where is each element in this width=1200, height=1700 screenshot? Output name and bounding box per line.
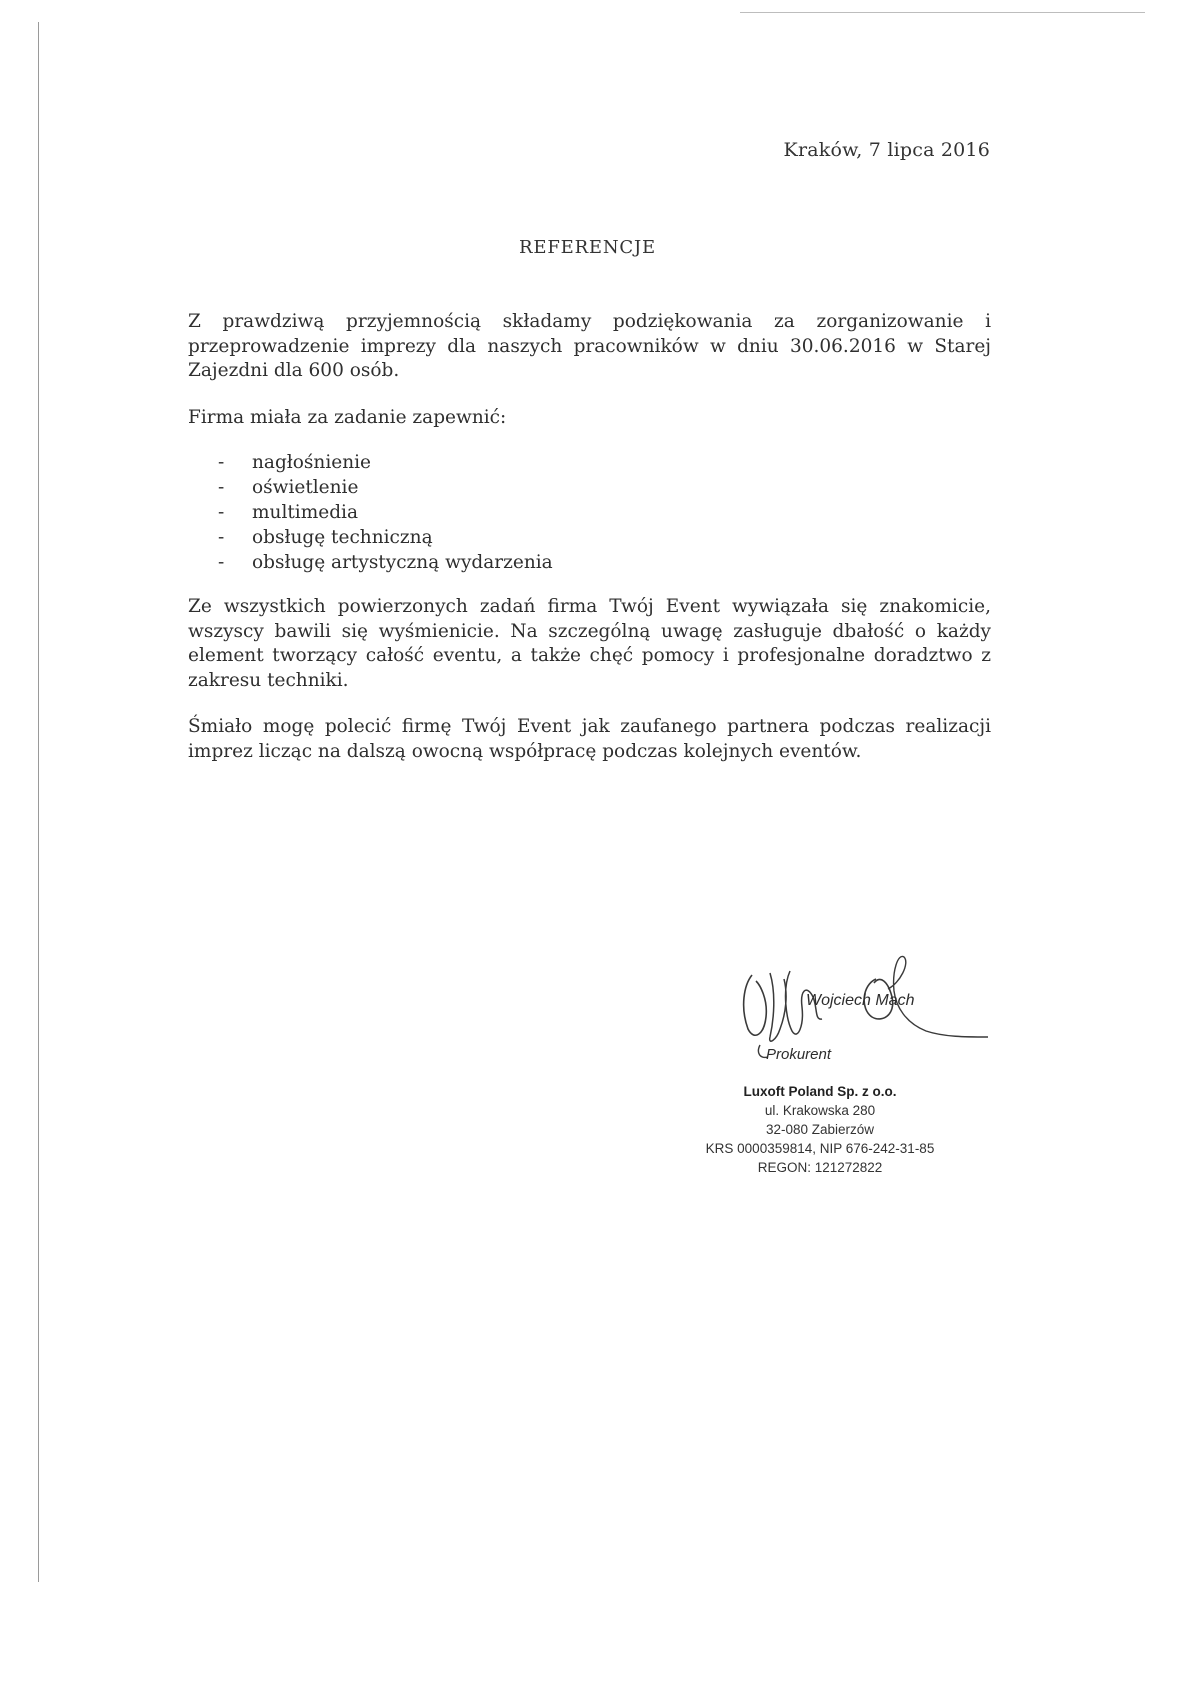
company-krs-nip: KRS 0000359814, NIP 676-242-31-85 [705,1141,935,1156]
company-street: ul. Krakowska 280 [764,1103,876,1118]
paragraph-recommendation: Śmiało mogę polecić firmę Twój Event jak zaufanego partnera podczas realizacji imprez licząc na dalszą owocną współpracę podczas kolejnych eventów. [188,716,991,762]
letter-body [188,310,991,764]
letter-title: REFERENCJE [519,237,656,258]
company-regon: REGON: 121272822 [757,1160,883,1175]
signature-name-stamp: Wojciech Mach [806,992,915,1009]
company-stamp [660,1082,980,1177]
task-list [188,450,991,575]
letter-date: Kraków, 7 lipca 2016 [783,139,990,161]
signature-role: Prokurent [766,1046,832,1063]
paragraph-thanks: Z prawdziwą przyjemnością składamy podziękowania za zorganizowanie i przeprowadzenie imprezy dla naszych pracowników w dniu 30.06.2016 w Starej Zajezdni dla 600 osób. [188,311,991,381]
list-item: - oświetlenie [218,477,359,498]
list-item: - multimedia [218,502,359,523]
paragraph-evaluation: Ze wszystkich powierzonych zadań firma Twój Event wywiązała się znakomicie, wszyscy bawili się wyśmienicie. Na szczególną uwagę zasługuje dbałość o każdy element tworzący całość eventu, a także chęć pomocy i profesjonalne doradztwo z zakresu techniki. [188,596,991,691]
company-name: Luxoft Poland Sp. z o.o. [743,1084,897,1099]
handwritten-signature [730,945,990,1065]
list-item: - obsługę artystyczną wydarzenia [218,552,553,573]
company-postal-city: 32-080 Zabierzów [765,1122,875,1137]
paragraph-tasks-intro: Firma miała za zadanie zapewnić: [188,406,507,428]
list-item: - nagłośnienie [218,452,371,473]
list-item: - obsługę techniczną [218,527,433,548]
scan-border-top [740,12,1145,13]
